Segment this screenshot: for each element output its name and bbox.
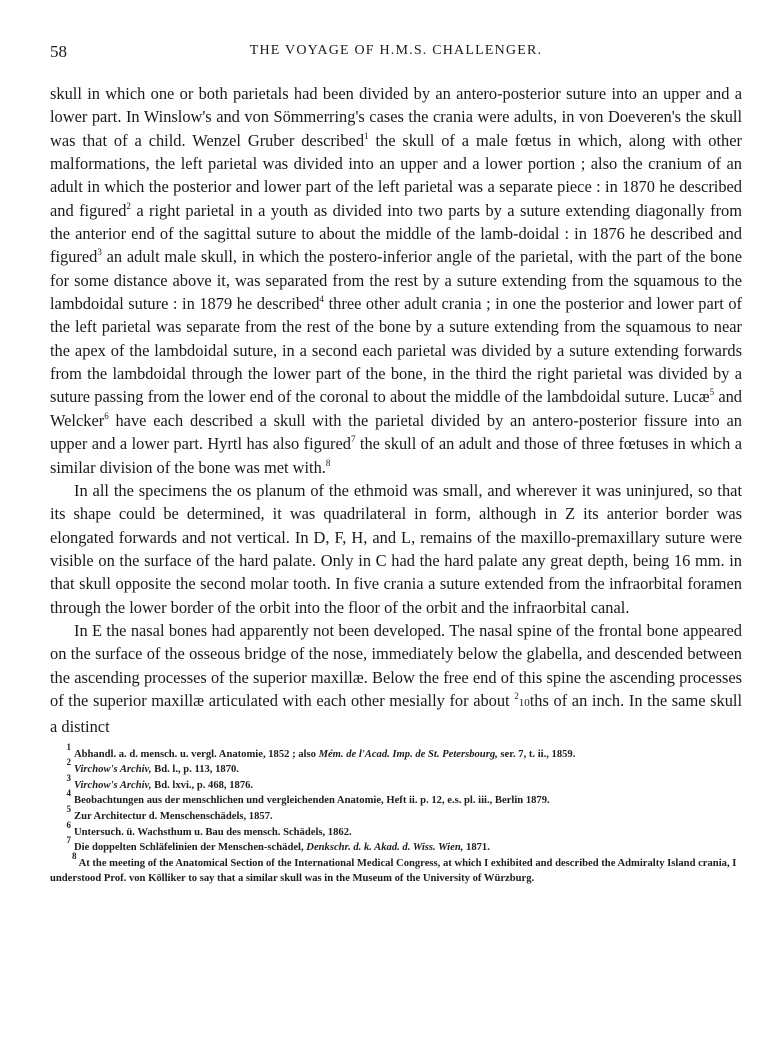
- footnote: $^3$Virchow's Archiv, Bd. lxvi., p. 468, 1876.: [66, 772, 254, 791]
- footnote-ref[interactable]: 5: [709, 387, 715, 398]
- footnote: $^6$Untersuch. ü. Wachsthum u. Bau des mensch. Schädels, 1862.: [66, 819, 352, 838]
- footnote: $^2$Virchow's Archiv, Bd. l., p. 113, 1870.: [66, 757, 239, 776]
- paragraph: In all the specimens the os planum of the ethmoid was small, and wherever it was uninjured, so that its shape could be determined, it was quadrilateral in form, although in Z its anterior border was elongated forwards and not vertical. In D, F, H, and L, remains of the maxillo-premaxillary suture were visible on the surface of the hard palate. Only in C had the hard palate any great depth, being 16 mm. in that skull opposite the second molar tooth. In five crania a suture extended from the infraorbital foramen through the lower border of the orbit into the floor of the orbit and the infraorbital canal.: [50, 480, 742, 617]
- footnote-ref[interactable]: 3: [97, 247, 102, 258]
- fraction: $^2$10: [514, 690, 530, 709]
- paragraph: skull in which one or both parietals had been divided by an antero-posterior suture into an upper and a lower part. In Winslow's and von Sömmerring's cases the crania were adults, in von Doeveren's the skull was that of a child. Wenzel Gruber described$^1$ the skull of a male fœtus in which, along with other malformations, the left parietal was divided into an upper and a lower portion ; also the cranium of an adult in which the posterior and lower part of the left parietal was a separate piece : in 1870 he described and figured$^2$ a right parietal in a youth as divided into two parts by a suture extending diagonally from the anterior end of the sagittal suture to about the middle of the lamb-doidal : in 1876 he described and figured$^3$ an adult male skull, in which the postero-inferior angle of the parietal, with the part of the bone for some distance above it, was separated from the rest by a suture extending from the squamous to the lambdoidal suture : in 1879 he described$^4$ three other adult crania ; in one the posterior and lower part of the left parietal was separate from the rest of the bone by a suture extending from the squamous to near the apex of the lambdoidal suture, in a second each parietal was divided by a suture extending forwards from the lambdoidal through the lower part of the bone, in the third the right parietal was divided by a suture passing from the lower end of the coronal to about the middle of the lambdoidal suture. Lucæ$^5$ and Welcker$^6$ have each described a skull with the parietal divided by an antero-posterior fissure into an upper and a lower part. Hyrtl has also figured$^7$ the skull of an adult and those of three fœtuses in which a similar division of the bone was met with.$^8$: [50, 84, 742, 477]
- footnote-ref[interactable]: 4: [319, 294, 325, 305]
- footnote: $^1$Abhandl. a. d. mensch. u. vergl. Anatomie, 1852 ; also Mém. de l'Acad. Imp. de St. Petersbourg, ser. 7, t. ii., 1859.: [66, 741, 576, 760]
- paragraph: In E the nasal bones had apparently not been developed. The nasal spine of the frontal bone appeared on the surface of the osseous bridge of the nose, immediately below the glabella, and descended between the ascending processes of the superior maxillæ. Below the free end of this spine the ascending processes of the superior maxillæ articulated with each other mesially for about $^2$10ths of an inch. In the same skull a distinct: [50, 620, 742, 737]
- footnote-ref[interactable]: 8: [325, 457, 331, 468]
- footnote: $^5$Zur Architectur d. Menschenschädels, 1857.: [66, 804, 273, 822]
- page-number: 58: [50, 42, 67, 61]
- footnote: $^4$Beobachtungen aus der menschlichen und vergleichenden Anatomie, Heft ii. p. 12, e.s. pl. iii., Berlin 1879.: [66, 788, 550, 807]
- footnotes: [50, 741, 742, 887]
- page-header: [50, 38, 742, 68]
- footnote: $^7$Die doppelten Schläfelinien der Menschen-schädel, Denkschr. d. k. Akad. d. Wiss. Wien, 1871.: [66, 835, 490, 854]
- running-title: THE VOYAGE OF H.M.S. CHALLENGER.: [249, 43, 543, 58]
- footnote: $^8$ At the meeting of the Anatomical Section of the International Medical Congress, at which I exhibited and described the Admiralty Island crania, I understood Prof. von Kölliker to say that a similar skull was in the Museum of the University of Würzburg.: [50, 850, 737, 885]
- footnote-ref[interactable]: 7: [350, 434, 356, 445]
- footnote-ref[interactable]: 2: [126, 200, 131, 211]
- body-text: [50, 82, 742, 739]
- footnote-ref[interactable]: 1: [364, 130, 369, 141]
- footnote-ref[interactable]: 6: [104, 410, 109, 421]
